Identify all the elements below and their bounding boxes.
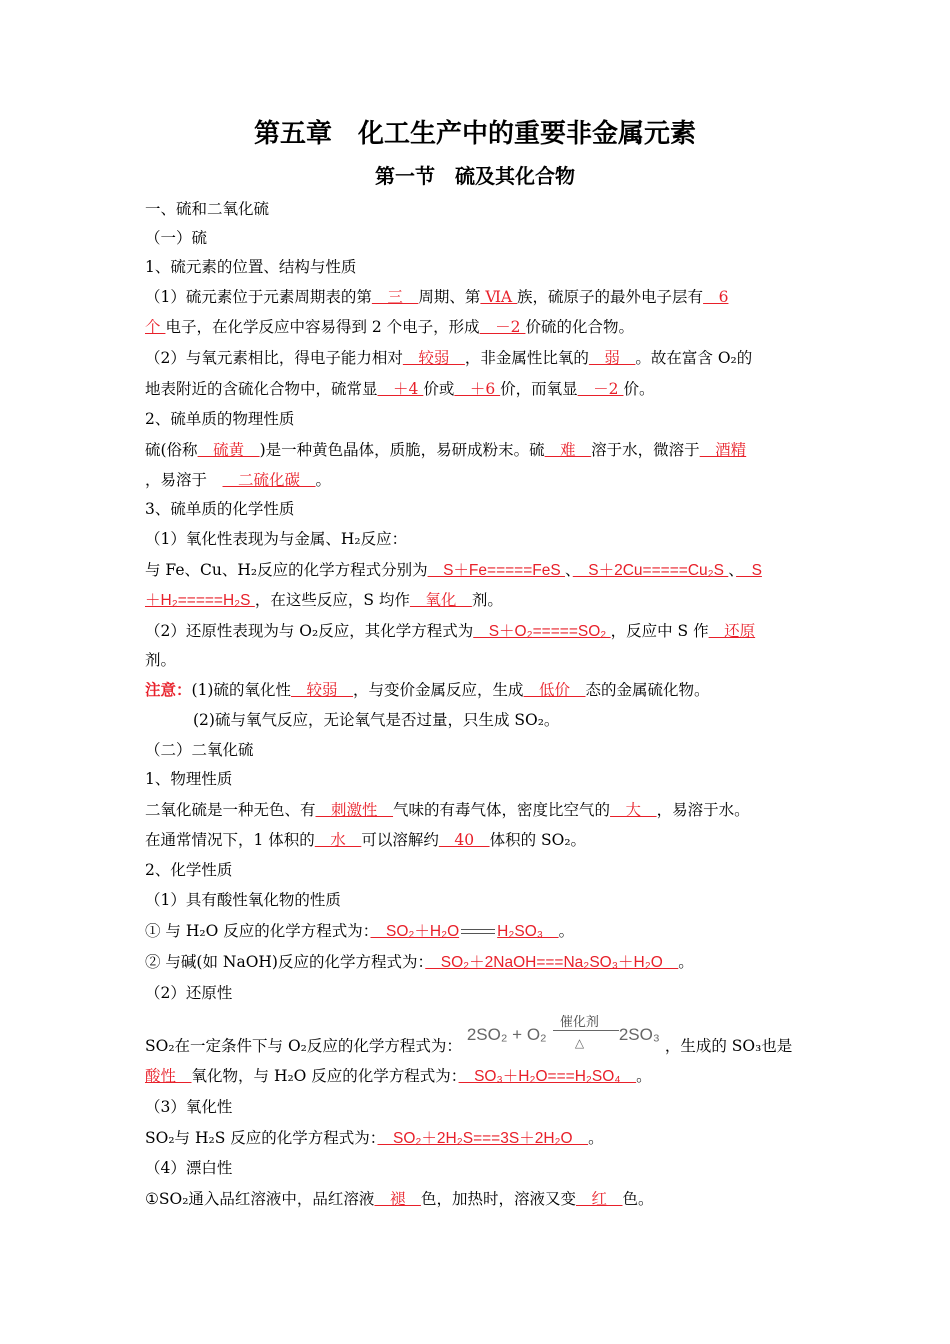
heading-bleaching: （4）漂白性 — [145, 1159, 233, 1177]
text: 族，硫原子的最外电子层有 — [517, 288, 704, 306]
text: 态的金属硫化物。 — [585, 681, 710, 699]
paragraph-metal-reactions — [145, 559, 815, 582]
heading-acidic-oxide: （1）具有酸性氧化物的性质 — [145, 891, 341, 909]
section-title: 第一节 硫及其化合物 — [375, 164, 575, 188]
text: 。 — [558, 922, 575, 940]
heading-physical-props: 2、硫单质的物理性质 — [145, 410, 295, 428]
answer-blank: 酒精 — [699, 441, 747, 459]
text: （2）还原性表现为与 O₂反应，其化学方程式为 — [145, 622, 474, 640]
equation-blank: S＋O₂=====SO₂ — [473, 623, 611, 640]
paragraph-so2-water — [145, 920, 815, 943]
text: 在通常情况下，1 体积的 — [145, 831, 315, 849]
text: ，与变价金属反应，生成 — [353, 681, 524, 699]
answer-blank: 酸性 — [145, 1067, 192, 1085]
equation-blank: SO₂＋2NaOH===Na₂SO₃＋H₂O — [425, 954, 679, 971]
text: 价或 — [423, 380, 455, 398]
text: ，反应中 S 作 — [610, 622, 709, 640]
equation-blank: SO₂＋H₂O — [370, 923, 460, 940]
text: 。故在富含 O₂的 — [635, 349, 753, 367]
paragraph-physical-cont — [145, 469, 815, 491]
text: 、 — [565, 561, 573, 579]
paragraph-so2-oxygen — [145, 1014, 815, 1058]
heading-position-structure: 1、硫元素的位置、结构与性质 — [145, 258, 357, 276]
text: 溶于水，微溶于 — [591, 441, 700, 459]
paragraph-compare-oxygen — [145, 347, 815, 369]
catalyst-label: 催化剂 — [559, 1014, 599, 1029]
text: 氧化物，与 H₂O 反应的化学方程式为： — [191, 1067, 459, 1085]
answer-blank: 6 — [703, 288, 729, 306]
equation-blank: S＋2Cu=====Cu₂S — [572, 562, 729, 579]
text: ② 与碱(如 NaOH)反应的化学方程式为： — [145, 953, 426, 971]
answer-blank: 弱 — [588, 349, 636, 367]
text: 色，加热时，溶液又变 — [420, 1190, 576, 1208]
heading-chemical: 2、化学性质 — [145, 861, 233, 879]
equation-blank: S — [736, 562, 762, 579]
paragraph-so2-physical-cont — [145, 829, 815, 851]
text: 价，而氧显 — [500, 380, 578, 398]
paragraph-physical — [145, 439, 815, 461]
heading-sulfur: （一）硫 — [145, 229, 208, 247]
text: ，生成的 SO₃也是 — [664, 1037, 793, 1055]
text: ，易溶于水。 — [656, 801, 750, 819]
answer-blank: 水 — [314, 831, 362, 849]
answer-blank: 褪 — [374, 1190, 421, 1208]
text: SO₂与 H₂S 反应的化学方程式为： — [145, 1129, 378, 1147]
text: 。 — [588, 1129, 604, 1147]
paragraph-compare-oxygen-cont — [145, 378, 815, 400]
equation-blank: H₂SO₃ — [497, 923, 559, 940]
text: 。 — [678, 953, 694, 971]
answer-blank: 难 — [544, 441, 592, 459]
text: 、 — [728, 561, 737, 579]
text: 体积的 SO₂。 — [489, 831, 587, 849]
equation-left: 2SO₂ + O₂ — [466, 1025, 547, 1044]
paragraph-so2-base — [145, 951, 815, 974]
answer-blank: 刺激性 — [315, 801, 394, 819]
equation-blank: S＋Fe=====FeS — [427, 562, 566, 579]
answer-blank: 二硫化碳 — [222, 471, 316, 489]
heading-reducing: （2）还原性 — [145, 984, 233, 1002]
text: 剂。 — [471, 591, 503, 609]
paragraph-so3 — [145, 1065, 815, 1088]
reversible-arrow-icon — [459, 926, 497, 938]
answer-blank: －2 — [479, 318, 526, 336]
heading-so2: （二）二氧化硫 — [145, 741, 254, 759]
chapter-title: 第五章 化工生产中的重要非金属元素 — [253, 119, 696, 149]
note-paragraph — [145, 679, 815, 701]
note-paragraph-2: (2)硫与氧气反应，无论氧气是否过量，只生成 SO₂。 — [193, 711, 560, 729]
answer-blank: 三 — [371, 288, 419, 306]
text: 价硫的化合物。 — [525, 318, 634, 336]
heat-symbol: △ — [574, 1036, 585, 1050]
text: ① 与 H₂O 反应的化学方程式为： — [145, 922, 371, 940]
text: 地表附近的含硫化合物中，硫常显 — [145, 380, 378, 398]
text: 硫(俗称 — [145, 441, 198, 459]
text: 二氧化硫是一种无色、有 — [145, 801, 316, 819]
heading-oxidizing: （3）氧化性 — [145, 1098, 233, 1116]
paragraph-position-cont — [145, 316, 815, 338]
paragraph-position — [145, 286, 815, 308]
catalytic-equation — [466, 1014, 665, 1058]
answer-blank: 氧化 — [409, 591, 472, 609]
answer-blank: 40 — [438, 831, 490, 849]
answer-blank: 较弱 — [290, 681, 353, 699]
text: 气味的有毒气体，密度比空气的 — [393, 801, 611, 819]
equation-blank: SO₃＋H₂O===H₂SO₄ — [458, 1068, 637, 1085]
text: ，易溶于 — [145, 471, 223, 489]
heading-chemical-props: 3、硫单质的化学性质 — [145, 500, 295, 518]
text: 周期、第 — [418, 288, 481, 306]
text: 。 — [636, 1067, 652, 1085]
text: )是一种黄色晶体，质脆，易研成粉末。硫 — [259, 441, 545, 459]
text: 色。 — [622, 1190, 654, 1208]
text: 与 Fe、Cu、H₂反应的化学方程式分别为 — [145, 561, 428, 579]
equation-blank: SO₂＋2H₂S===3S＋2H₂O — [377, 1130, 589, 1147]
paragraph-metal-reactions-cont — [145, 589, 815, 612]
equation-blank: ＋H₂=====H₂S — [145, 592, 255, 609]
paragraph-so2-physical — [145, 799, 815, 821]
paragraph-bleaching — [145, 1188, 815, 1210]
answer-blank: 硫黄 — [197, 441, 260, 459]
answer-blank: 低价 — [523, 681, 586, 699]
answer-blank: 大 — [610, 801, 657, 819]
heading-sulfur-and-so2: 一、硫和二氧化硫 — [145, 200, 270, 218]
text: 。 — [315, 471, 332, 489]
answer-blank: ＋6 — [454, 380, 501, 398]
text: (1)硫的氧化性 — [191, 681, 291, 699]
reaction-arrow-icon — [553, 1030, 619, 1031]
text: ，非金属性比氧的 — [464, 349, 589, 367]
answer-blank: ＋4 — [377, 380, 424, 398]
text: （1）硫元素位于元素周期表的第 — [145, 288, 372, 306]
answer-blank: 较弱 — [402, 349, 465, 367]
paragraph-reducing — [145, 620, 815, 643]
answer-blank: －2 — [577, 380, 624, 398]
text: ①SO₂通入品红溶液中，品红溶液 — [145, 1190, 375, 1208]
text: 价。 — [623, 380, 655, 398]
answer-blank: ⅥA — [480, 288, 518, 306]
text: 可以溶解约 — [361, 831, 439, 849]
text: ，在这些反应，S 均作 — [254, 591, 410, 609]
paragraph-reducing-cont: 剂。 — [145, 651, 177, 669]
heading-physical: 1、物理性质 — [145, 770, 233, 788]
paragraph-oxidizing: （1）氧化性表现为与金属、H₂反应： — [145, 530, 408, 548]
text: SO₂在一定条件下与 O₂反应的化学方程式为： — [145, 1037, 462, 1055]
answer-blank: 个 — [145, 318, 166, 336]
note-label: 注意： — [145, 680, 192, 699]
text: （2）与氧元素相比，得电子能力相对 — [145, 349, 403, 367]
paragraph-so2-h2s — [145, 1127, 815, 1150]
text: 电子，在化学反应中容易得到 2 个电子，形成 — [165, 318, 480, 336]
answer-blank: 还原 — [708, 622, 756, 640]
equation-right: 2SO₃ — [618, 1025, 660, 1044]
answer-blank: 红 — [575, 1190, 623, 1208]
